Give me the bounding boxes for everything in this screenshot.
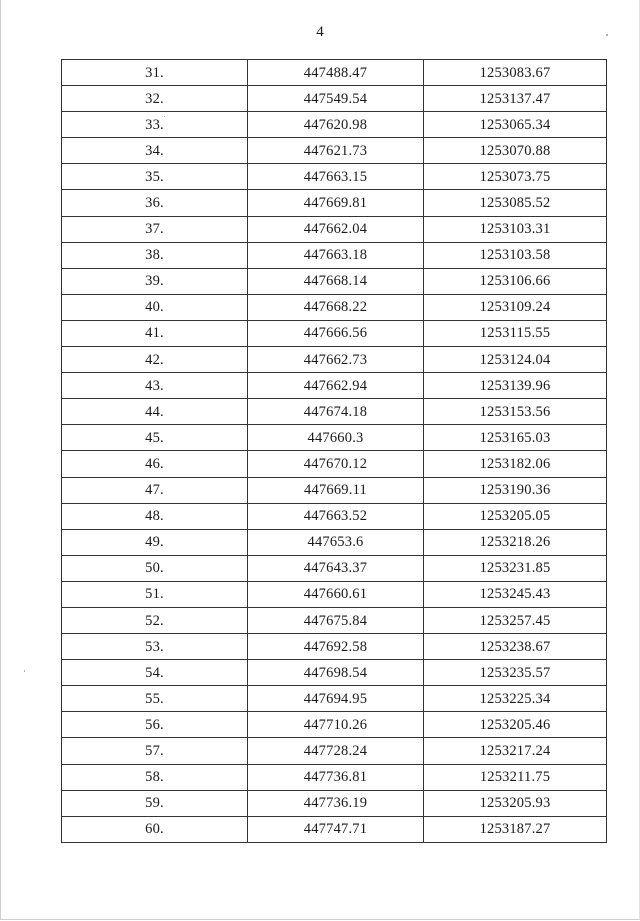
point-number-cell: 51. xyxy=(62,581,248,607)
page-number: 4 xyxy=(316,24,324,40)
point-number-cell: 46. xyxy=(62,451,248,477)
y-coordinate-cell: 1253190.36 xyxy=(424,477,607,503)
y-coordinate-cell: 1253073.75 xyxy=(424,164,607,190)
x-coordinate-cell: 447694.95 xyxy=(248,686,424,712)
table-row xyxy=(62,294,607,320)
x-coordinate-cell: 447668.14 xyxy=(248,268,424,294)
x-coordinate-cell: 447747.71 xyxy=(248,816,424,842)
x-coordinate-cell: 447669.11 xyxy=(248,477,424,503)
y-coordinate-cell: 1253225.34 xyxy=(424,686,607,712)
point-number-cell: 54. xyxy=(62,660,248,686)
y-coordinate-cell: 1253217.24 xyxy=(424,738,607,764)
y-coordinate-cell: 1253257.45 xyxy=(424,607,607,633)
coordinates-table-body xyxy=(62,60,607,843)
point-number-cell: 50. xyxy=(62,555,248,581)
y-coordinate-cell: 1253218.26 xyxy=(424,529,607,555)
point-number-cell: 31. xyxy=(62,60,248,86)
point-number-cell: 38. xyxy=(62,242,248,268)
point-number-cell: 43. xyxy=(62,373,248,399)
x-coordinate-cell: 447710.26 xyxy=(248,712,424,738)
point-number-cell: 32. xyxy=(62,86,248,112)
table-row xyxy=(62,607,607,633)
point-number-cell: 49. xyxy=(62,529,248,555)
table-row xyxy=(62,268,607,294)
x-coordinate-cell: 447666.56 xyxy=(248,320,424,346)
y-coordinate-cell: 1253231.85 xyxy=(424,555,607,581)
y-coordinate-cell: 1253065.34 xyxy=(424,112,607,138)
y-coordinate-cell: 1253205.93 xyxy=(424,790,607,816)
table-row xyxy=(62,60,607,86)
point-number-cell: 57. xyxy=(62,738,248,764)
x-coordinate-cell: 447663.18 xyxy=(248,242,424,268)
x-coordinate-cell: 447728.24 xyxy=(248,738,424,764)
x-coordinate-cell: 447662.73 xyxy=(248,347,424,373)
point-number-cell: 40. xyxy=(62,294,248,320)
x-coordinate-cell: 447663.52 xyxy=(248,503,424,529)
y-coordinate-cell: 1253182.06 xyxy=(424,451,607,477)
y-coordinate-cell: 1253245.43 xyxy=(424,581,607,607)
y-coordinate-cell: 1253238.67 xyxy=(424,634,607,660)
x-coordinate-cell: 447643.37 xyxy=(248,555,424,581)
table-row xyxy=(62,399,607,425)
y-coordinate-cell: 1253085.52 xyxy=(424,190,607,216)
table-row xyxy=(62,686,607,712)
y-coordinate-cell: 1253205.05 xyxy=(424,503,607,529)
table-row xyxy=(62,660,607,686)
x-coordinate-cell: 447488.47 xyxy=(248,60,424,86)
y-coordinate-cell: 1253115.55 xyxy=(424,320,607,346)
point-number-cell: 39. xyxy=(62,268,248,294)
y-coordinate-cell: 1253205.46 xyxy=(424,712,607,738)
table-row xyxy=(62,712,607,738)
y-coordinate-cell: 1253109.24 xyxy=(424,294,607,320)
table-row xyxy=(62,86,607,112)
y-coordinate-cell: 1253103.58 xyxy=(424,242,607,268)
table-row xyxy=(62,138,607,164)
x-coordinate-cell: 447669.81 xyxy=(248,190,424,216)
y-coordinate-cell: 1253187.27 xyxy=(424,816,607,842)
x-coordinate-cell: 447621.73 xyxy=(248,138,424,164)
y-coordinate-cell: 1253139.96 xyxy=(424,373,607,399)
point-number-cell: 47. xyxy=(62,477,248,503)
table-row xyxy=(62,790,607,816)
x-coordinate-cell: 447662.94 xyxy=(248,373,424,399)
table-row xyxy=(62,320,607,346)
point-number-cell: 41. xyxy=(62,320,248,346)
x-coordinate-cell: 447653.6 xyxy=(248,529,424,555)
point-number-cell: 55. xyxy=(62,686,248,712)
table-row xyxy=(62,451,607,477)
table-row xyxy=(62,242,607,268)
point-number-cell: 58. xyxy=(62,764,248,790)
table-row xyxy=(62,347,607,373)
y-coordinate-cell: 1253103.31 xyxy=(424,216,607,242)
point-number-cell: 36. xyxy=(62,190,248,216)
y-coordinate-cell: 1253083.67 xyxy=(424,60,607,86)
table-row xyxy=(62,425,607,451)
point-number-cell: 59. xyxy=(62,790,248,816)
table-row xyxy=(62,503,607,529)
x-coordinate-cell: 447668.22 xyxy=(248,294,424,320)
point-number-cell: 42. xyxy=(62,347,248,373)
table-row xyxy=(62,164,607,190)
scan-speck xyxy=(606,34,608,36)
table-row xyxy=(62,581,607,607)
table-row xyxy=(62,373,607,399)
y-coordinate-cell: 1253124.04 xyxy=(424,347,607,373)
x-coordinate-cell: 447674.18 xyxy=(248,399,424,425)
table-row xyxy=(62,816,607,842)
x-coordinate-cell: 447675.84 xyxy=(248,607,424,633)
point-number-cell: 44. xyxy=(62,399,248,425)
y-coordinate-cell: 1253165.03 xyxy=(424,425,607,451)
y-coordinate-cell: 1253153.56 xyxy=(424,399,607,425)
table-row xyxy=(62,190,607,216)
point-number-cell: 60. xyxy=(62,816,248,842)
x-coordinate-cell: 447736.19 xyxy=(248,790,424,816)
x-coordinate-cell: 447692.58 xyxy=(248,634,424,660)
point-number-cell: 45. xyxy=(62,425,248,451)
y-coordinate-cell: 1253137.47 xyxy=(424,86,607,112)
scan-speck xyxy=(24,670,25,672)
x-coordinate-cell: 447698.54 xyxy=(248,660,424,686)
scan-speck xyxy=(164,116,165,117)
y-coordinate-cell: 1253070.88 xyxy=(424,138,607,164)
y-coordinate-cell: 1253211.75 xyxy=(424,764,607,790)
table-row xyxy=(62,112,607,138)
table-row xyxy=(62,477,607,503)
point-number-cell: 34. xyxy=(62,138,248,164)
point-number-cell: 48. xyxy=(62,503,248,529)
x-coordinate-cell: 447660.61 xyxy=(248,581,424,607)
x-coordinate-cell: 447620.98 xyxy=(248,112,424,138)
y-coordinate-cell: 1253235.57 xyxy=(424,660,607,686)
x-coordinate-cell: 447670.12 xyxy=(248,451,424,477)
point-number-cell: 35. xyxy=(62,164,248,190)
table-row xyxy=(62,634,607,660)
table-row xyxy=(62,216,607,242)
y-coordinate-cell: 1253106.66 xyxy=(424,268,607,294)
x-coordinate-cell: 447549.54 xyxy=(248,86,424,112)
x-coordinate-cell: 447662.04 xyxy=(248,216,424,242)
x-coordinate-cell: 447736.81 xyxy=(248,764,424,790)
point-number-cell: 52. xyxy=(62,607,248,633)
point-number-cell: 33. xyxy=(62,112,248,138)
x-coordinate-cell: 447663.15 xyxy=(248,164,424,190)
table-row xyxy=(62,764,607,790)
table-row xyxy=(62,738,607,764)
x-coordinate-cell: 447660.3 xyxy=(248,425,424,451)
point-number-cell: 37. xyxy=(62,216,248,242)
table-row xyxy=(62,529,607,555)
coordinates-table xyxy=(61,59,607,843)
point-number-cell: 53. xyxy=(62,634,248,660)
table-row xyxy=(62,555,607,581)
point-number-cell: 56. xyxy=(62,712,248,738)
